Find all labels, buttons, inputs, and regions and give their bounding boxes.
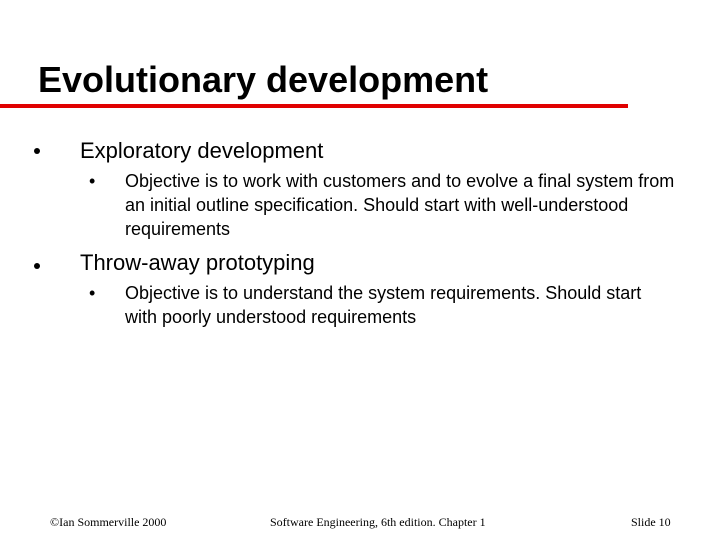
- bullet-icon: [34, 148, 40, 154]
- bullet-exploratory-development: Exploratory development: [80, 138, 324, 163]
- footer-book-title: Software Engineering, 6th edition. Chapter 1: [270, 515, 486, 529]
- bullet-throwaway-prototyping: Throw-away prototyping: [80, 250, 315, 275]
- slide-title: Evolutionary development: [38, 59, 489, 100]
- sub-bullet-throwaway-objective: Objective is to understand the system requirements. Should start with poorly understood requirements: [125, 283, 642, 327]
- sub-bullet-exploratory-objective: Objective is to work with customers and to evolve a final system from an initial outline specification. Should start with well-understood requirements: [125, 171, 675, 239]
- footer-copyright: ©Ian Sommerville 2000: [50, 515, 167, 529]
- footer-slide-number: Slide 10: [631, 515, 671, 529]
- sub-bullet-icon: •: [89, 283, 96, 303]
- title-underline: [0, 104, 628, 108]
- sub-bullet-icon: •: [89, 171, 96, 191]
- bullet-icon: [34, 263, 40, 269]
